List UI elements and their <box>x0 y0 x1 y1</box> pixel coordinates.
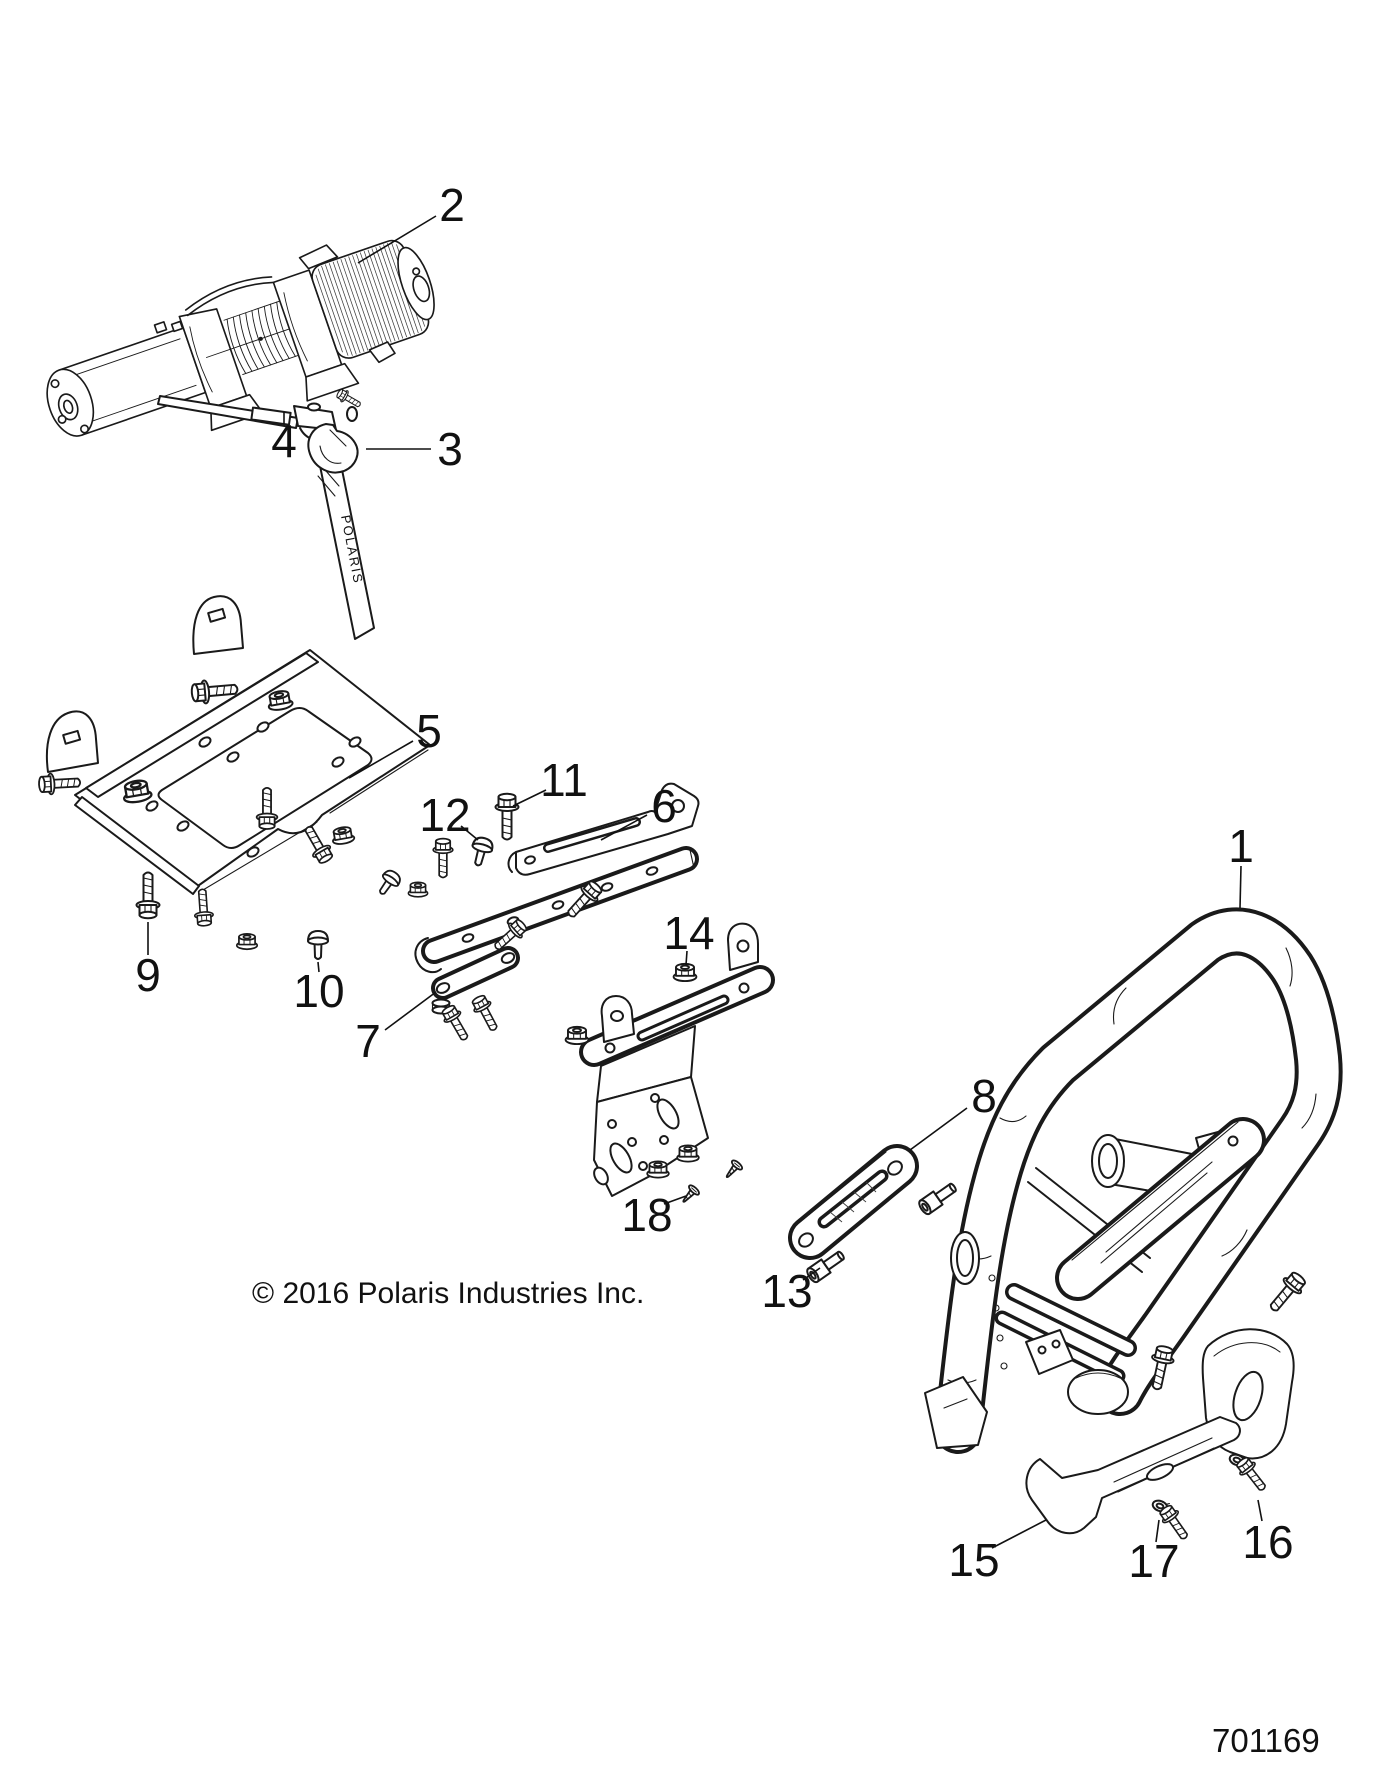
callout-5-label: 5 <box>416 705 442 757</box>
callout-8-leader <box>910 1108 967 1150</box>
screw <box>722 1159 744 1181</box>
flange-nut-14 <box>674 964 697 981</box>
callout-14-label: 14 <box>663 907 715 959</box>
callout-15-leader <box>992 1520 1046 1548</box>
winch-hook <box>308 424 357 472</box>
screw-18 <box>679 1184 701 1206</box>
callout-6-label: 6 <box>651 780 677 832</box>
fairlead <box>796 1152 904 1249</box>
winch-mount-plate <box>47 596 430 894</box>
hex-bolt-11 <box>496 794 519 840</box>
hex-bolt <box>38 772 80 795</box>
callout-18-label: 18 <box>621 1189 673 1241</box>
callout-2-label: 2 <box>439 179 465 231</box>
callout-7-leader <box>385 992 436 1030</box>
hex-bolt-9 <box>137 873 160 919</box>
flange-nut <box>331 826 355 846</box>
callout-16-label: 16 <box>1242 1516 1294 1568</box>
hex-bolt <box>439 1003 473 1044</box>
callout-1-label: 1 <box>1228 820 1254 872</box>
callout-4-label: 4 <box>271 415 297 467</box>
callout-13-label: 13 <box>761 1265 813 1317</box>
winch-plate-bracket <box>591 924 760 1196</box>
callout-1-leader <box>1240 866 1241 908</box>
flange-nut <box>237 934 257 949</box>
socket-bolt <box>917 1180 959 1216</box>
callout-8-label: 8 <box>971 1070 997 1122</box>
callout-12-label: 12 <box>419 789 471 841</box>
copyright: © 2016 Polaris Industries Inc. <box>252 1277 645 1310</box>
rivet <box>374 868 403 899</box>
diagram-number: 701169 <box>1212 1722 1320 1759</box>
winch-assembly <box>29 217 454 481</box>
flange-nut <box>677 1145 699 1161</box>
callout-9-label: 9 <box>135 949 161 1001</box>
hex-bolt <box>469 993 502 1034</box>
hex-bolt <box>1264 1269 1309 1316</box>
support-bracket <box>415 850 694 972</box>
callout-10-label: 10 <box>293 965 345 1017</box>
flange-nut <box>647 1161 669 1177</box>
callout-3-label: 3 <box>437 423 463 475</box>
hex-bolt <box>193 889 214 927</box>
strap-print: POLARIS <box>338 513 367 586</box>
spacer-12 <box>468 836 495 868</box>
bumper-lower-cover-left <box>1026 1417 1239 1533</box>
flange-nut <box>566 1027 589 1044</box>
callout-11-label: 11 <box>540 754 588 806</box>
callout-7-label: 7 <box>355 1015 381 1067</box>
callout-17-label: 17 <box>1128 1535 1180 1587</box>
flange-nut <box>408 882 427 896</box>
rivet-10 <box>308 931 328 959</box>
callout-15-label: 15 <box>948 1534 1000 1586</box>
hex-bolt <box>433 839 453 878</box>
